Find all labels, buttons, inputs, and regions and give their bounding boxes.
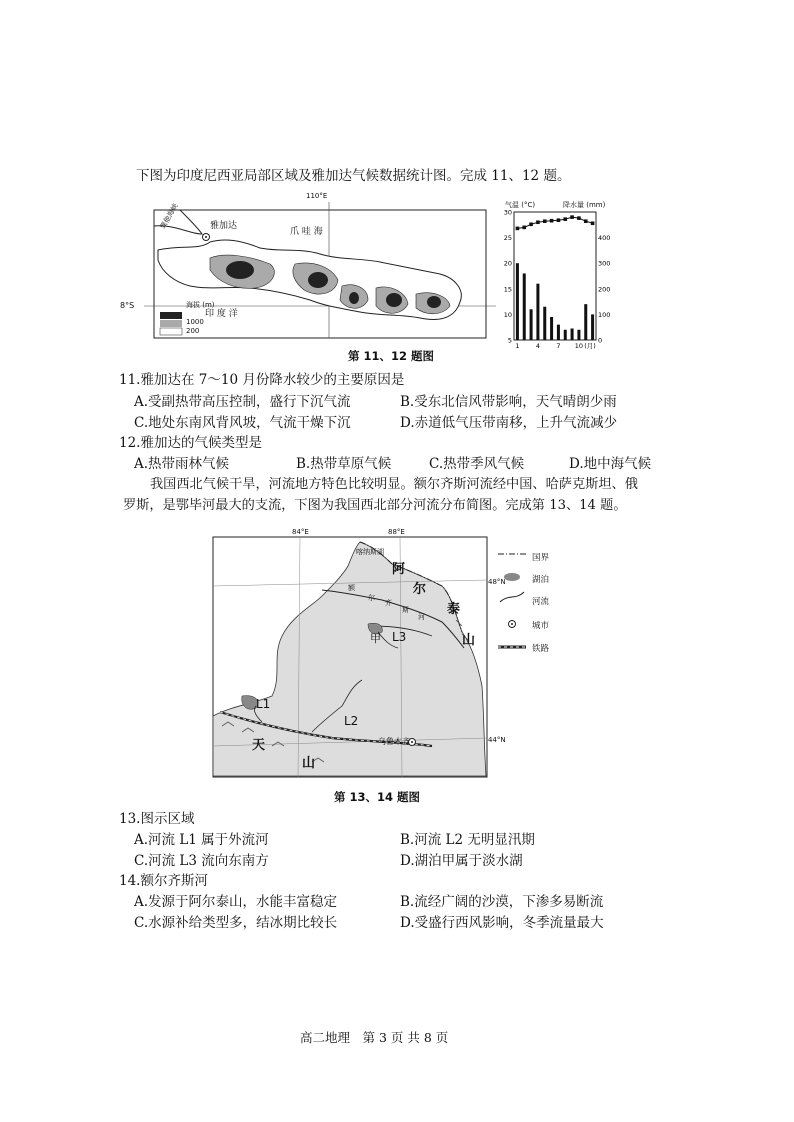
temp-point-8 [563, 217, 567, 221]
altai-char-4: 山 [462, 633, 476, 648]
temp-point-11 [584, 219, 588, 223]
river-char-2: 尔 [368, 594, 375, 602]
tian-char: 天 [252, 738, 266, 753]
page-footer: 高二地理 第 3 页 共 8 页 [300, 1030, 449, 1045]
q11-stem: 11.雅加达在 7～10 月份降水较少的主要原因是 [119, 372, 405, 388]
q14-option-b: B.流经广阔的沙漠，下渗多易断流 [400, 894, 604, 910]
month-tick-4: 4 [535, 342, 540, 350]
q11-option-a: A.受副热带高压控制，盛行下沉气流 [134, 394, 351, 410]
legend-lake: 湖泊 [532, 575, 550, 585]
q13-stem: 13.图示区域 [119, 811, 195, 827]
lon-88-label: 88°E [388, 528, 405, 536]
q14-stem: 14.额尔齐斯河 [119, 873, 208, 889]
precip-bar-1 [516, 263, 519, 340]
temp-point-1 [516, 227, 520, 231]
temp-point-6 [550, 219, 554, 223]
q13-option-c: C.河流 L3 流向东南方 [134, 853, 269, 869]
sunda-strait-label: 巽他海峡 [158, 202, 180, 231]
legend-railway: 铁路 [532, 644, 550, 654]
climate-chart [500, 208, 610, 350]
precip-bar-7 [557, 325, 560, 340]
q11-option-d: D.赤道低气压带南移，上升气流减少 [400, 415, 618, 431]
lake-jia-label: 甲 [370, 632, 381, 645]
river-l3-label: L3 [392, 630, 407, 644]
precip-bar-2 [523, 273, 526, 340]
legend-1000: 1000 [186, 318, 204, 326]
precip-tick-100: 100 [598, 310, 610, 319]
lat-44-label: 44°N [488, 736, 506, 744]
q12-option-a: A.热带雨林气候 [134, 456, 230, 472]
q14-option-d: D.受盛行西风影响，冬季流量最大 [400, 915, 604, 931]
precip-tick-0: 0 [598, 336, 603, 345]
precip-tick-200: 200 [598, 285, 610, 294]
q13-option-d: D.湖泊甲属于淡水湖 [400, 853, 523, 869]
legend-city: 城市 [532, 621, 550, 631]
precip-bar-4 [536, 284, 539, 340]
intro-text-2b: 罗斯，是鄂毕河最大的支流，下图为我国西北部分河流分布简图。完成第 13、14 题。 [123, 498, 627, 513]
caption-1: 第 11、12 题图 [348, 349, 435, 363]
temp-tick-15: 15 [503, 285, 512, 294]
q12-option-b: B.热带草原气候 [296, 456, 392, 472]
temp-point-7 [557, 218, 561, 222]
altai-char-1: 阿 [392, 562, 406, 577]
lat-8s-label: 8°S [120, 301, 135, 310]
q14-option-a: A.发源于阿尔泰山，水能丰富稳定 [134, 894, 338, 910]
river-char-4: 斯 [402, 606, 409, 614]
month-tick-(月): (月) [584, 342, 596, 350]
q11-option-b: B.受东北信风带影响，天气晴朗少雨 [400, 394, 617, 410]
altai-char-2: 尔 [413, 582, 427, 597]
precip-bar-3 [530, 309, 533, 340]
precip-bar-12 [591, 314, 594, 340]
shan-char: 山 [302, 756, 316, 771]
river-char-1: 额 [348, 584, 355, 592]
intro-text-2a: 我国西北气候干旱，河流地方特色比较明显。额尔齐斯河流经中国、哈萨克斯坦、俄 [150, 477, 638, 492]
temp-tick-20: 20 [503, 259, 512, 268]
map2-legend-symbols [496, 548, 536, 668]
caption-2: 第 13、14 题图 [334, 790, 421, 804]
chart-frame [514, 212, 596, 340]
intro-text-1: 下图为印度尼西亚局部区域及雅加达气候数据统计图。完成 11、12 题。 [136, 168, 571, 184]
q13-option-a: A.河流 L1 属于外流河 [134, 832, 269, 848]
temp-point-9 [570, 215, 574, 219]
legend-title: 海拔 (m) [186, 301, 215, 309]
temp-point-5 [543, 219, 547, 223]
precip-bar-9 [571, 328, 574, 340]
month-tick-1: 1 [515, 342, 520, 350]
lon-110-label: 110°E [306, 192, 328, 200]
urumqi-label: 乌鲁木齐 [378, 737, 410, 746]
river-l1-label: L1 [256, 697, 271, 711]
q11-option-c: C.地处东南风背风坡，气流干燥下沉 [134, 415, 351, 431]
precip-bar-11 [584, 304, 587, 340]
temp-tick-10: 10 [503, 310, 512, 319]
lat-48-label: 48°N [488, 578, 506, 586]
temp-point-12 [591, 221, 595, 225]
precip-bar-8 [564, 330, 567, 340]
legend-river: 河流 [532, 597, 550, 607]
temp-point-4 [536, 220, 540, 224]
precip-axis-label: 降水量 (mm) [563, 201, 606, 209]
temp-point-2 [522, 226, 526, 230]
river-l2-label: L2 [344, 714, 359, 728]
q12-stem: 12.雅加达的气候类型是 [119, 435, 262, 451]
temp-axis-label: 气温 (°C) [505, 201, 536, 209]
q13-option-b: B.河流 L2 无明显汛期 [400, 832, 535, 848]
jakarta-label: 雅加达 [210, 221, 238, 231]
precip-tick-400: 400 [598, 234, 610, 243]
temp-tick-25: 25 [503, 234, 512, 243]
precip-bar-6 [550, 317, 553, 340]
month-tick-7: 7 [556, 342, 561, 350]
precip-bar-10 [577, 330, 580, 340]
temp-tick-5: 5 [507, 336, 512, 345]
q14-option-c: C.水源补给类型多，结冰期比较长 [134, 915, 338, 931]
altai-char-3: 泰 [447, 602, 461, 617]
precip-bar-5 [543, 307, 546, 340]
kanas-label: 喀纳斯湖 [356, 548, 384, 556]
indian-ocean-label: 印 度 洋 [205, 309, 238, 319]
java-sea-label: 爪 哇 海 [290, 227, 323, 237]
legend-200: 200 [186, 327, 200, 335]
q12-option-d: D.地中海气候 [569, 456, 652, 472]
river-char-5: 河 [418, 613, 425, 621]
temp-point-10 [577, 216, 581, 220]
temp-tick-30: 30 [503, 208, 512, 217]
q12-option-c: C.热带季风气候 [429, 456, 525, 472]
precip-tick-300: 300 [598, 259, 610, 268]
legend-border: 国界 [532, 553, 550, 563]
lon-84-label: 84°E [292, 528, 309, 536]
river-char-3: 齐 [385, 599, 392, 607]
temp-point-3 [529, 222, 533, 226]
month-tick-10: 10 [574, 342, 584, 350]
